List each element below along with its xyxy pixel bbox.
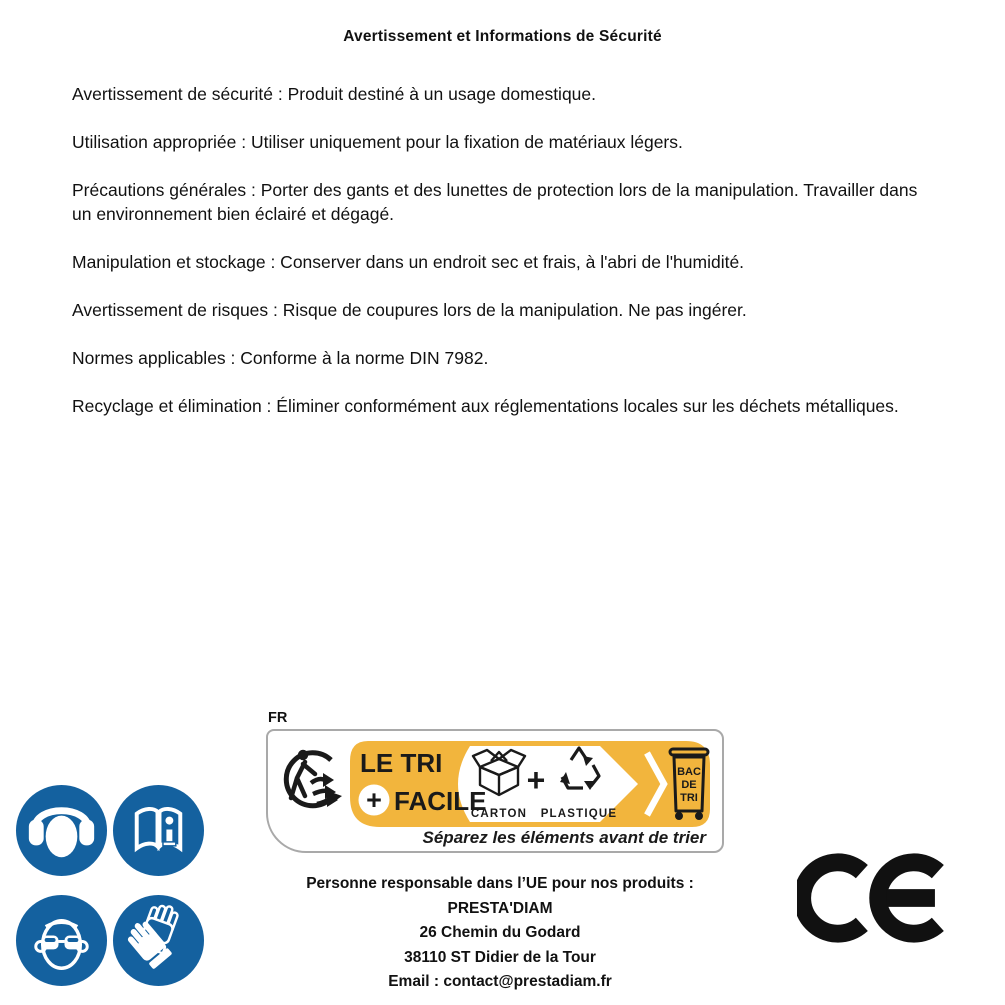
paragraph-general-precautions: Précautions générales : Porter des gants et des lunettes de protection lors de la manipulation. Travailler dans un environnement bien éclairé et dégagé. xyxy=(72,180,918,224)
materials-plus: + xyxy=(526,762,546,798)
responsible-intro: Personne responsable dans l’UE pour nos produits : xyxy=(306,875,694,892)
safety-pictogram-grid xyxy=(14,783,206,988)
plastique-label: PLASTIQUE xyxy=(540,808,618,820)
facile-text: FACILE xyxy=(394,786,487,816)
plus-badge: + xyxy=(366,785,382,815)
paragraph-risk-warning: Avertissement de risques : Risque de coupures lors de la manipulation. Ne pas ingérer. xyxy=(72,300,747,320)
paragraph-applicable-standards: Normes applicables : Conforme à la norme DIN 7982. xyxy=(72,348,489,368)
tri-facile-ribbon xyxy=(348,739,712,829)
responsible-person-block xyxy=(240,872,760,995)
bin-line-1: BAC xyxy=(677,766,701,778)
contact-email: Email : contact@prestadiam.fr xyxy=(388,973,612,990)
address-line-2: 38110 ST Didier de la Tour xyxy=(404,948,596,966)
safety-paragraphs xyxy=(72,82,924,442)
recycling-info-label xyxy=(266,710,726,853)
bin-line-2: DE xyxy=(681,779,697,791)
le-tri-text: LE TRI xyxy=(360,748,443,778)
bin-line-3: TRI xyxy=(680,792,698,804)
tri-facile-box xyxy=(266,729,724,853)
paragraph-handling-storage: Manipulation et stockage : Conserver dans un endroit sec et frais, à l'abri de l'humidité. xyxy=(72,252,745,272)
page-title: Avertissement et Informations de Sécurité xyxy=(343,28,662,45)
tri-tagline: Séparez les éléments avant de trier xyxy=(422,828,706,847)
wear-protective-gloves-icon xyxy=(111,893,206,988)
country-code: FR xyxy=(268,710,288,726)
paragraph-safety-warning: Avertissement de sécurité : Produit destiné à un usage domestique. xyxy=(72,84,597,104)
wear-ear-protection-icon xyxy=(14,783,109,878)
triman-icon xyxy=(278,739,344,823)
read-instruction-manual-icon xyxy=(111,783,206,878)
address-line-1: 26 Chemin du Godard xyxy=(419,924,581,941)
carton-label: CARTON xyxy=(470,808,528,820)
ce-mark-icon xyxy=(797,848,949,948)
company-name: PRESTA'DIAM xyxy=(447,899,553,917)
paragraph-appropriate-use: Utilisation appropriée : Utiliser uniquement pour la fixation de matériaux légers. xyxy=(72,132,683,152)
paragraph-recycling-disposal: Recyclage et élimination : Éliminer conformément aux réglementations locales sur les déchets métalliques. xyxy=(72,396,899,416)
wear-eye-protection-icon xyxy=(14,893,109,988)
